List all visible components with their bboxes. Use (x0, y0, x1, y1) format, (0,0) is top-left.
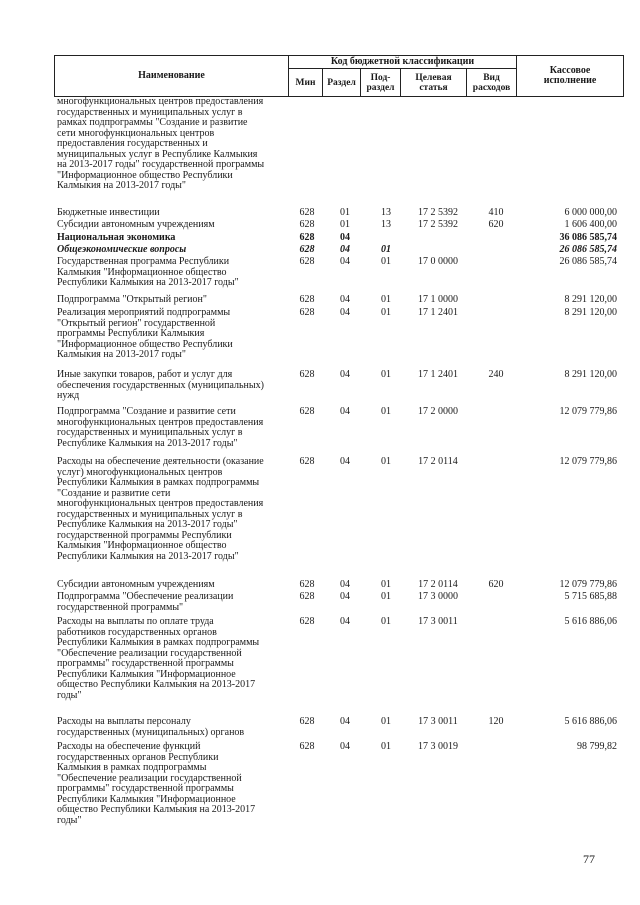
row-name: Бюджетные инвестиции (57, 207, 160, 218)
row-podrazdel: 13 (381, 207, 391, 218)
row-sum: 8 291 120,00 (564, 307, 617, 318)
row-sum: 5 616 886,06 (564, 716, 617, 727)
row-name: Расходы на выплаты персоналу государственных (муниципальных) органов (57, 716, 245, 738)
row-podrazdel: 13 (381, 219, 391, 230)
row-podrazdel: 01 (381, 307, 391, 318)
row-razdel: 04 (340, 616, 350, 627)
row-celevaya: 17 3 0011 (418, 716, 458, 727)
row-sum: 1 606 400,00 (564, 219, 617, 230)
row-min: 628 (299, 616, 315, 627)
row-sum: 36 086 585,74 (559, 232, 617, 243)
table-header (54, 55, 624, 97)
row-min: 628 (299, 741, 315, 752)
row-razdel: 04 (340, 591, 350, 602)
header-min: Мин (289, 69, 323, 97)
row-vid: 410 (488, 207, 504, 218)
row-razdel: 04 (340, 244, 350, 255)
row-razdel: 04 (340, 294, 350, 305)
row-podrazdel: 01 (381, 579, 391, 590)
row-podrazdel: 01 (381, 369, 391, 380)
row-min: 628 (299, 716, 315, 727)
row-min: 628 (299, 456, 315, 467)
row-celevaya: 17 0 0000 (418, 256, 458, 267)
row-name: Подпрограмма "Обеспечение реализации государственной программы" (57, 591, 234, 613)
row-name: Национальная экономика (57, 232, 176, 243)
header-vid: Вид расходов (467, 69, 517, 97)
row-vid: 620 (488, 579, 504, 590)
row-razdel: 01 (340, 207, 350, 218)
row-name: Расходы на выплаты по оплате труда работников государственных органов Республики Калмыкия в рамках подпрограммы "Обеспечение реализации государственной программы" государственной программы Республики Калмыкия "Информационное общество Республики Калмыкия на 2013-2017 годы" (57, 616, 260, 701)
row-celevaya: 17 2 5392 (418, 219, 458, 230)
row-min: 628 (299, 406, 315, 417)
row-name: Реализация мероприятий подпрограммы "Открытый регион" государственной программы Республики Калмыкия "Информационное общество Республики Калмыкия на 2013-2017 годы" (57, 307, 233, 360)
row-podrazdel: 01 (381, 406, 391, 417)
row-min: 628 (299, 294, 315, 305)
row-vid: 120 (488, 716, 504, 727)
row-celevaya: 17 2 0114 (418, 456, 458, 467)
row-celevaya: 17 3 0011 (418, 616, 458, 627)
row-name: многофункциональных центров предоставления государственных и муниципальных услуг в рамках подпрограммы "Создание и развитие сети многофункциональных центров предоставления государственных и муниципальных услуг в Республике Калмыкия на 2013-2017 годы" государственной программы "Информационное общество Республики Калмыкия на 2013-2017 годы" (57, 96, 265, 191)
row-min: 628 (299, 369, 315, 380)
row-sum: 12 079 779,86 (559, 406, 617, 417)
row-sum: 98 799,82 (577, 741, 617, 752)
row-razdel: 04 (340, 232, 350, 243)
header-celevaya: Целевая статья (401, 69, 467, 97)
row-razdel: 04 (340, 406, 350, 417)
row-razdel: 04 (340, 456, 350, 467)
row-sum: 6 000 000,00 (564, 207, 617, 218)
row-razdel: 04 (340, 369, 350, 380)
row-celevaya: 17 2 5392 (418, 207, 458, 218)
row-vid: 240 (488, 369, 504, 380)
row-podrazdel: 01 (381, 456, 391, 467)
row-min: 628 (299, 219, 315, 230)
row-razdel: 04 (340, 256, 350, 267)
row-podrazdel: 01 (381, 616, 391, 627)
row-razdel: 01 (340, 219, 350, 230)
row-min: 628 (299, 307, 315, 318)
row-name: Субсидии автономным учреждениям (57, 219, 215, 230)
row-name: Государственная программа Республики Калмыкия "Информационное общество Республики Калмыкия на 2013-2017 годы" (57, 256, 239, 288)
row-min: 628 (299, 244, 315, 255)
row-celevaya: 17 2 0000 (418, 406, 458, 417)
header-razdel: Раздел (323, 69, 361, 97)
row-min: 628 (299, 579, 315, 590)
header-name: Наименование (55, 56, 289, 97)
row-celevaya: 17 3 0019 (418, 741, 458, 752)
row-sum: 12 079 779,86 (559, 456, 617, 467)
row-min: 628 (299, 232, 315, 243)
row-sum: 8 291 120,00 (564, 294, 617, 305)
row-podrazdel: 01 (381, 716, 391, 727)
header-code-group: Код бюджетной классификации (289, 56, 517, 69)
row-celevaya: 17 3 0000 (418, 591, 458, 602)
row-celevaya: 17 1 0000 (418, 294, 458, 305)
page-number: 77 (583, 852, 595, 866)
row-podrazdel: 01 (381, 256, 391, 267)
row-razdel: 04 (340, 716, 350, 727)
row-razdel: 04 (340, 741, 350, 752)
header-podrazdel: Под- раздел (361, 69, 401, 97)
row-sum: 26 086 585,74 (559, 256, 617, 267)
row-min: 628 (299, 207, 315, 218)
row-vid: 620 (488, 219, 504, 230)
row-name: Субсидии автономным учреждениям (57, 579, 215, 590)
row-sum: 26 086 585,74 (559, 244, 617, 255)
row-podrazdel: 01 (381, 591, 391, 602)
row-name: Расходы на обеспечение деятельности (оказание услуг) многофункциональных центров Республики Калмыкия в рамках подпрограммы "Создание и развитие сети многофункциональных центров предоставления государственных и муниципальных услуг в Республике Калмыкия на 2013-2017 годы" государственной программы Республики Калмыкия "Информационное общество Республики Калмыкия на 2013-2017 годы" (57, 456, 264, 562)
row-min: 628 (299, 591, 315, 602)
row-celevaya: 17 1 2401 (418, 369, 458, 380)
row-podrazdel: 01 (381, 244, 391, 255)
row-name: Иные закупки товаров, работ и услуг для обеспечения государственных (муниципальных) нужд (57, 369, 264, 401)
row-razdel: 04 (340, 579, 350, 590)
row-sum: 12 079 779,86 (559, 579, 617, 590)
row-podrazdel: 01 (381, 741, 391, 752)
row-sum: 5 616 886,06 (564, 616, 617, 627)
row-podrazdel: 01 (381, 294, 391, 305)
row-sum: 8 291 120,00 (564, 369, 617, 380)
row-min: 628 (299, 256, 315, 267)
row-celevaya: 17 2 0114 (418, 579, 458, 590)
row-name: Расходы на обеспечение функций государственных органов Республики Калмыкия в рамках подпрограммы "Обеспечение реализации государственной программы" государственной программы Республики Калмыкия "Информационное общество Республики Калмыкия на 2013-2017 годы" (57, 741, 256, 826)
row-name: Общеэкономические вопросы (57, 244, 187, 255)
row-sum: 5 715 685,88 (564, 591, 617, 602)
row-name: Подпрограмма "Создание и развитие сети многофункциональных центров предоставления государственных и муниципальных услуг в Республике Калмыкия на 2013-2017 годы" (57, 406, 264, 449)
header-kassa: Кассовое исполнение (517, 56, 624, 97)
row-celevaya: 17 1 2401 (418, 307, 458, 318)
row-name: Подпрограмма "Открытый регион" (57, 294, 207, 305)
row-razdel: 04 (340, 307, 350, 318)
